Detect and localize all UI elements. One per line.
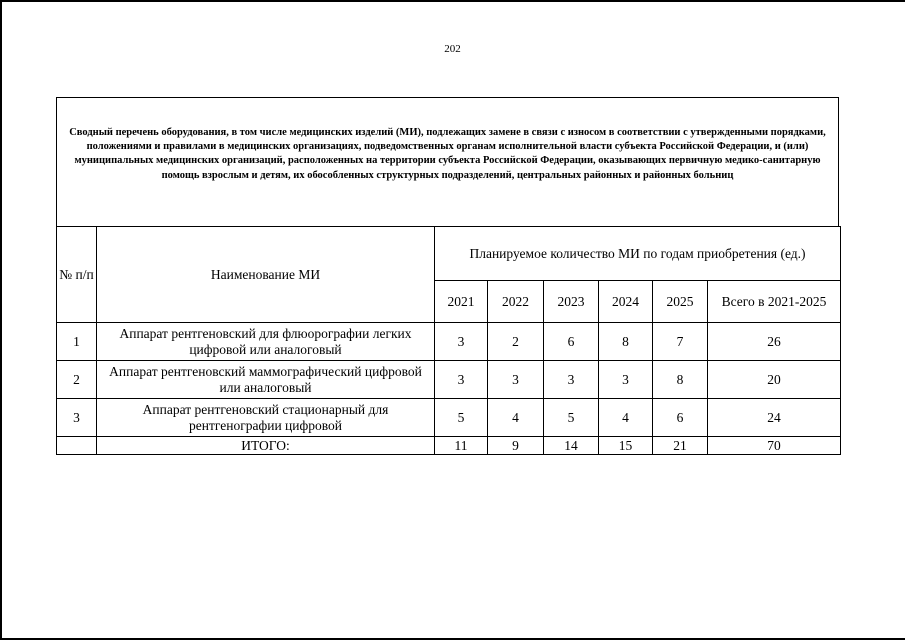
total-row xyxy=(57,437,841,455)
column-header-year: 2023 xyxy=(544,281,599,323)
cell-value: 5 xyxy=(544,399,599,437)
total-value: 15 xyxy=(599,437,653,455)
total-value: 11 xyxy=(435,437,488,455)
row-number: 1 xyxy=(57,323,97,361)
cell-value: 8 xyxy=(653,361,708,399)
row-name: Аппарат рентгеновский маммографический цифровой или аналоговый xyxy=(97,361,435,399)
column-header-total: Всего в 2021-2025 xyxy=(708,281,841,323)
page-border-top xyxy=(0,0,905,2)
row-number: 2 xyxy=(57,361,97,399)
cell-value: 4 xyxy=(599,399,653,437)
cell-value: 3 xyxy=(544,361,599,399)
page-border-left xyxy=(0,0,2,640)
cell-value: 4 xyxy=(488,399,544,437)
equipment-table xyxy=(56,226,841,455)
row-number: 3 xyxy=(57,399,97,437)
table-row xyxy=(57,361,841,399)
cell-total: 26 xyxy=(708,323,841,361)
cell-value: 7 xyxy=(653,323,708,361)
cell-value: 6 xyxy=(544,323,599,361)
total-value: 14 xyxy=(544,437,599,455)
document-title: Сводный перечень оборудования, в том числе медицинских изделий (МИ), подлежащих замене в связи с износом в соответствии с утвержденными порядками, положениями и правилами в медицинских организациях, подведомственных органам исполнительной власти субъекта Российской Федерации, и (или) муниципальных медицинских организаций, расположенных на территории субъекта Российской Федерации, оказывающих первичную медико-санитарную помощь взрослым и детям, их обособленных структурных подразделений, центральных районных и районных больниц xyxy=(69,127,826,181)
cell-value: 3 xyxy=(599,361,653,399)
column-header-year: 2022 xyxy=(488,281,544,323)
table-row xyxy=(57,399,841,437)
total-label: ИТОГО: xyxy=(97,437,435,455)
total-grand: 70 xyxy=(708,437,841,455)
column-header-year: 2021 xyxy=(435,281,488,323)
cell-value: 3 xyxy=(488,361,544,399)
table-row xyxy=(57,323,841,361)
total-value: 9 xyxy=(488,437,544,455)
page-number: 202 xyxy=(444,43,461,55)
cell-value: 3 xyxy=(435,361,488,399)
header-row xyxy=(57,227,841,281)
total-value: 21 xyxy=(653,437,708,455)
cell-value: 2 xyxy=(488,323,544,361)
total-number-empty xyxy=(57,437,97,455)
row-name: Аппарат рентгеновский стационарный для рентгенографии цифровой xyxy=(97,399,435,437)
column-header-year: 2024 xyxy=(599,281,653,323)
cell-value: 5 xyxy=(435,399,488,437)
cell-value: 8 xyxy=(599,323,653,361)
row-name: Аппарат рентгеновский для флюорографии легких цифровой или аналоговый xyxy=(97,323,435,361)
cell-value: 6 xyxy=(653,399,708,437)
column-header-number: № п/п xyxy=(57,227,97,323)
cell-total: 24 xyxy=(708,399,841,437)
column-header-group: Планируемое количество МИ по годам приобретения (ед.) xyxy=(435,227,841,281)
cell-value: 3 xyxy=(435,323,488,361)
column-header-year: 2025 xyxy=(653,281,708,323)
title-box xyxy=(56,97,839,227)
cell-total: 20 xyxy=(708,361,841,399)
column-header-name: Наименование МИ xyxy=(97,227,435,323)
